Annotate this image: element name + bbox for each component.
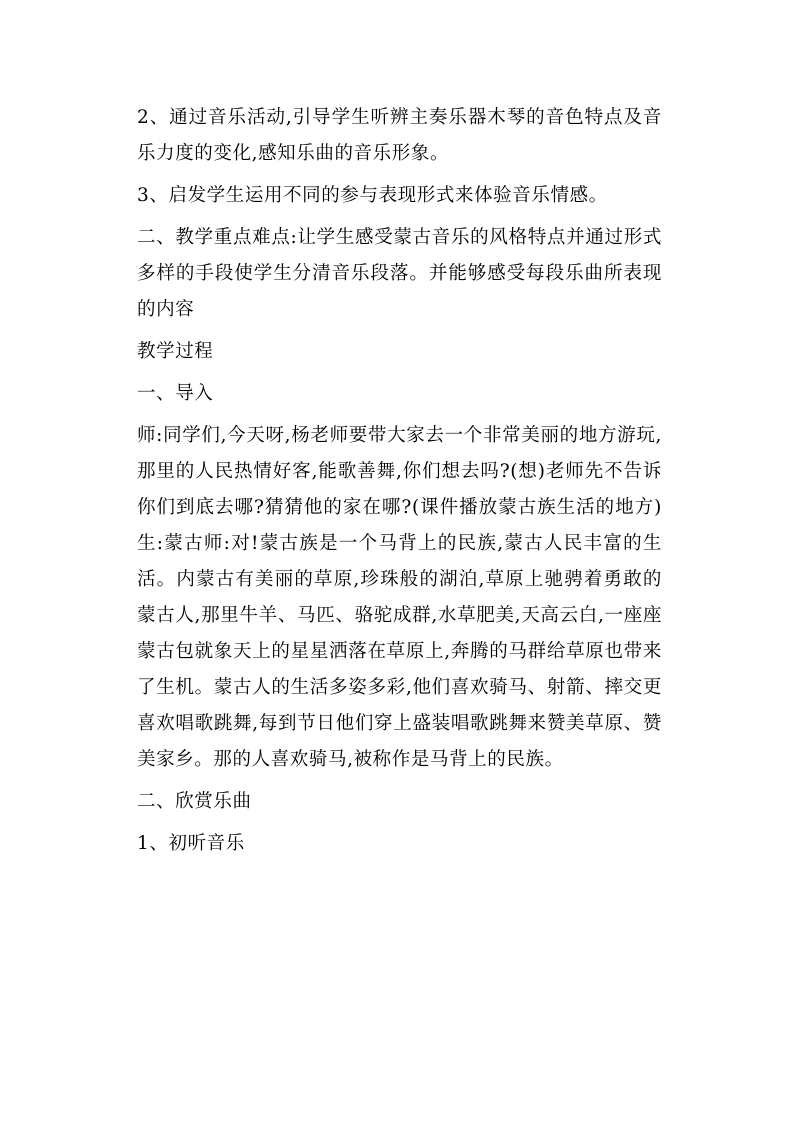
paragraph-key-points: 二、教学重点难点:让学生感受蒙古音乐的风格特点并通过形式多样的手段使学生分清音乐段落。并能够感受每段乐曲所表现的内容 [137, 227, 662, 320]
paragraph-goal-3: 3、启发学生运用不同的参与表现形式来体验音乐情感。 [137, 185, 608, 206]
heading-appreciate-music: 二、欣赏乐曲 [137, 791, 252, 812]
heading-introduction: 一、导入 [137, 383, 214, 404]
heading-first-listen: 1、初听音乐 [137, 833, 245, 854]
paragraph-introduction-dialogue: 师:同学们,今天呀,杨老师要带大家去一个非常美丽的地方游玩,那里的人民热情好客,能歌善舞,你们想去吗?(想)老师先不告诉你们到底去哪?猜猜他的家在哪?(课件播放蒙古族生活的地方)生:蒙古师:对!蒙古族是一个马背上的民族,蒙古人民丰富的生活。内蒙古有美丽的草原,珍珠般的湖泊,草原上驰骋着勇敢的蒙古人,那里牛羊、马匹、骆驼成群,水草肥美,天高云白,一座座蒙古包就象天上的星星洒落在草原上,奔腾的马群给草原也带来了生机。蒙古人的生活多姿多彩,他们喜欢骑马、射箭、摔交更喜欢唱歌跳舞,每到节日他们穿上盛装唱歌跳舞来赞美草原、赞美家乡。那的人喜欢骑马,被称作是马背上的民族。 [137, 425, 662, 770]
document-body [137, 100, 662, 862]
heading-teaching-process: 教学过程 [137, 341, 214, 362]
paragraph-goal-2: 2、通过音乐活动,引导学生听辨主奏乐器木琴的音色特点及音乐力度的变化,感知乐曲的音乐形象。 [137, 107, 662, 164]
